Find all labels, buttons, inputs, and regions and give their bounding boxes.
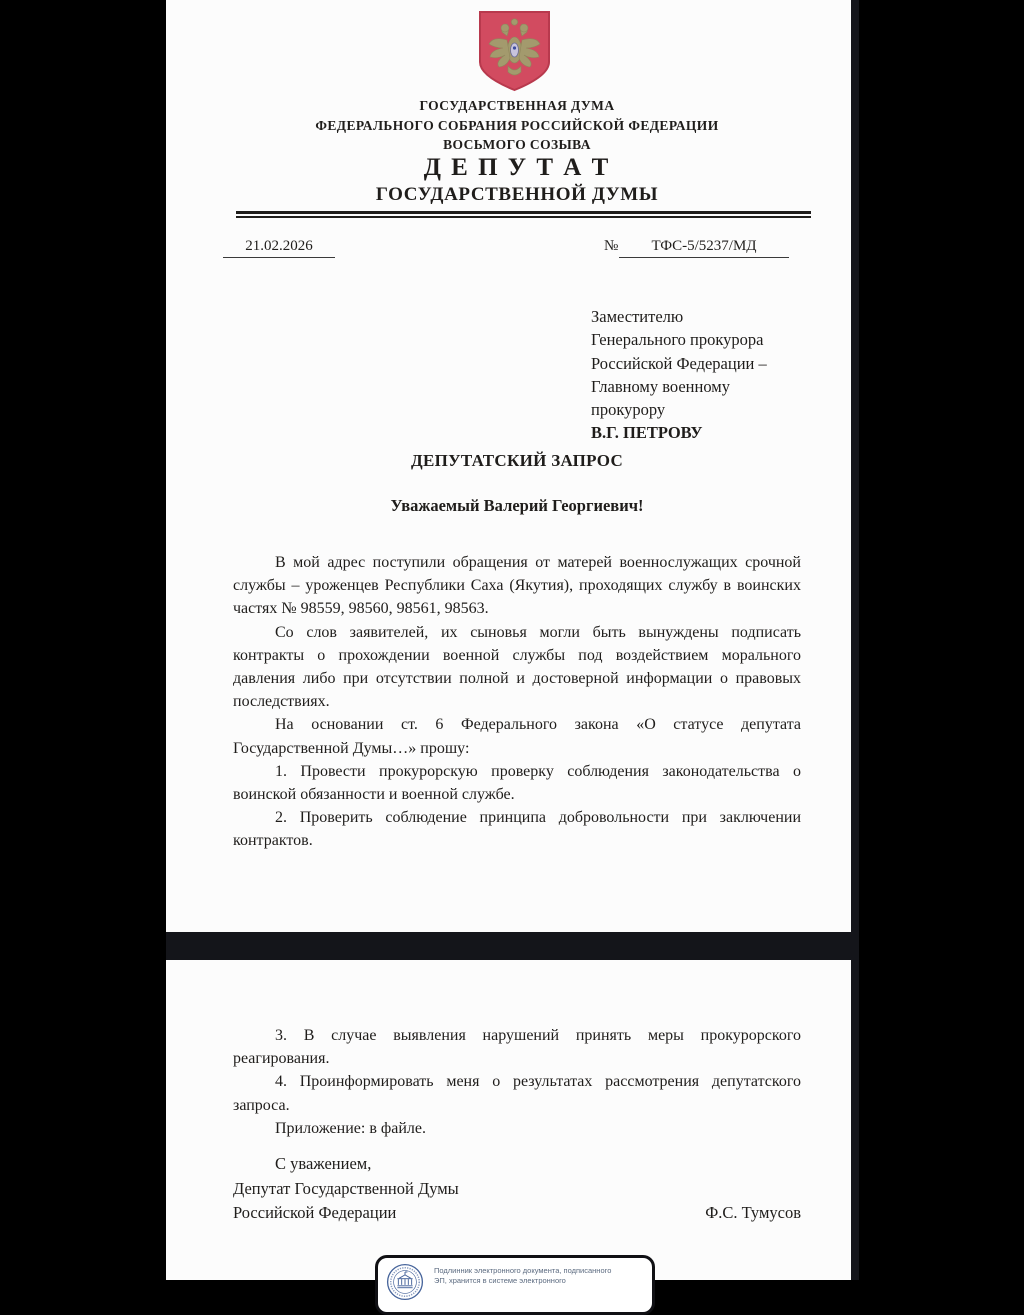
date-field: 21.02.2026 [223,238,335,258]
addressee-line: Заместителю [591,307,684,326]
paragraph: В мой адрес поступили обращения от матерей военнослужащих срочной службы – уроженцев Республики Саха (Якутия), проходящих службу в воинских частях № 98559, 98560, 98561, 98563. [233,554,801,618]
letter-body-page-2 [233,1024,801,1140]
addressee-name: В.Г. ПЕТРОВУ [591,423,703,443]
stamp-text-line-1: Подлинник электронного документа, подписанного [434,1266,612,1275]
esignature-stamp [375,1255,655,1315]
document-title: ДЕПУТАТСКИЙ ЗАПРОС [410,451,624,470]
number-sign: № [604,238,619,254]
addressee-line: прокурору [591,400,666,420]
paragraph: На основании ст. 6 Федерального закона «О статусе депутата Государственной Думы…» прошу: [233,716,801,757]
org-name-line-1: ГОСУДАРСТВЕННАЯ ДУМА [419,98,615,113]
letterhead-double-rule [236,211,811,218]
page-break-gap [166,932,859,960]
document-page-1 [166,0,851,932]
duma-seal-icon [386,1263,424,1301]
closing-position-line-1: Депутат Государственной Думы [233,1178,459,1198]
page-shadow-strip [851,0,859,1280]
deputy-subtitle: ГОСУДАРСТВЕННОЙ ДУМЫ [375,184,659,205]
salutation: Уважаемый Валерий Георгиевич! [390,496,644,515]
stamp-text [434,1263,611,1286]
addressee-line: Главному военному [591,376,730,396]
paragraph: Приложение: в файле. [275,1119,426,1137]
paragraph: Со слов заявителей, их сыновья могли быть вынуждены подписать контракты о прохождении военной службы под воздействием морального давления либо при отсутствии полной и достоверной информации о правовых последствиях. [233,623,801,711]
paragraph: 3. В случае выявления нарушений принять меры прокурорского реагирования. [233,1027,801,1068]
closing-regards: С уважением, [275,1154,372,1173]
org-name-line-2: ФЕДЕРАЛЬНОГО СОБРАНИЯ РОССИЙСКОЙ ФЕДЕРАЦИИ [315,117,719,133]
letter-body-page-1 [233,551,801,853]
signer-name: Ф.С. Тумусов [705,1203,801,1222]
addressee-line: Генерального прокурора [591,330,764,350]
paragraph: 4. Проинформировать меня о результатах рассмотрения депутатского запроса. [233,1073,801,1114]
deputy-title: Д Е П У Т А Т [423,154,611,181]
addressee-line: Российской Федерации – [591,353,767,373]
number-field: ТФС-5/5237/МД [619,238,789,258]
letterhead-org-name [233,96,801,155]
addressee-block [591,305,767,445]
russia-coat-of-arms-icon [477,10,552,92]
org-name-line-3: ВОСЬМОГО СОЗЫВА [443,137,591,152]
paragraph: 1. Провести прокурорскую проверку соблюдения законодательства о воинской обязанности и военной службе. [233,762,801,804]
stamp-text-line-2: ЭП, хранится в системе электронного [434,1276,566,1285]
closing-position-line-2: Российской Федерации [233,1203,397,1222]
paragraph: 2. Проверить соблюдение принципа добровольности при заключении контрактов. [233,809,801,850]
closing-block [233,1152,801,1226]
document-page-2 [166,960,851,1285]
